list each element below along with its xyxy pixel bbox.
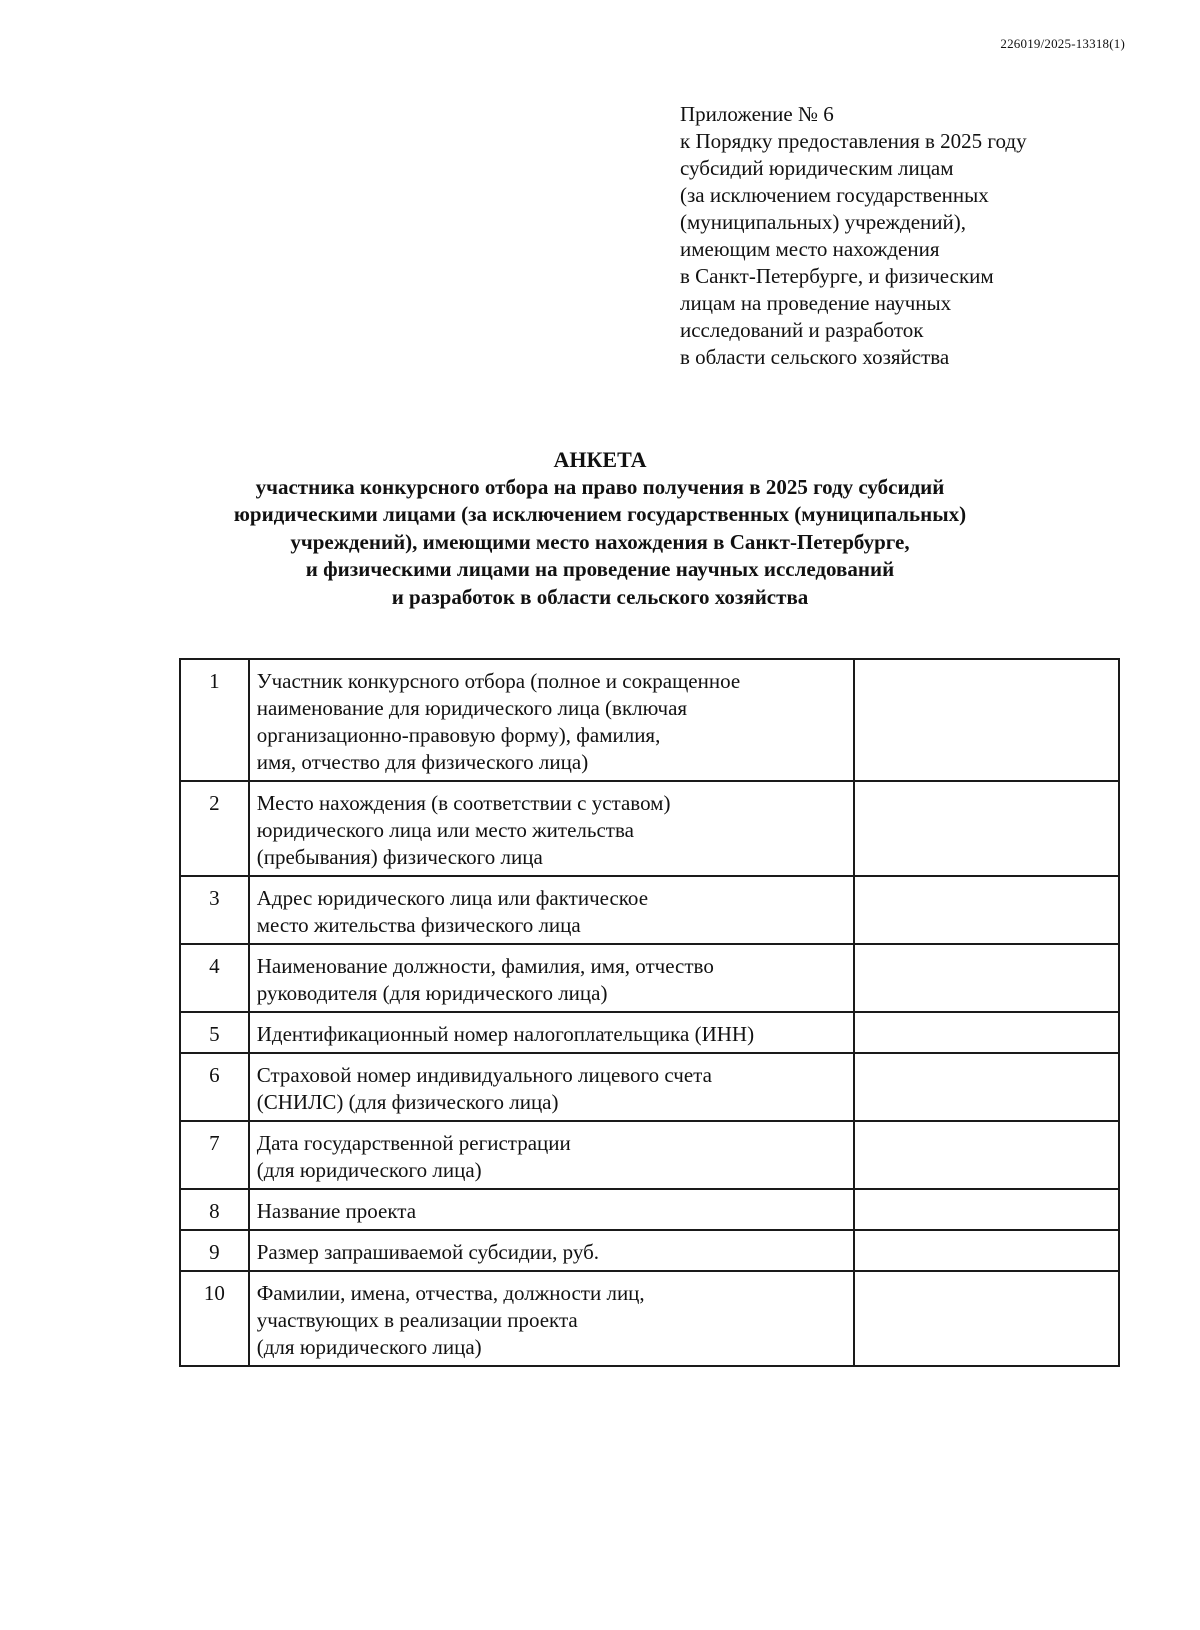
- row-label-line: Место нахождения (в соответствии с уставом): [256, 791, 671, 815]
- row-number: 5: [180, 1012, 249, 1053]
- document-registration-number: 226019/2025-13318(1): [1000, 36, 1125, 51]
- row-label-line: участвующих в реализации проекта: [256, 1308, 578, 1332]
- row-label-line: Размер запрашиваемой субсидии, руб.: [256, 1240, 600, 1264]
- table-row: [180, 1012, 1119, 1053]
- form-subtitle-line: юридическими лицами (за исключением государственных (муниципальных): [233, 502, 967, 526]
- row-label-line: Участник конкурсного отбора (полное и сокращенное: [256, 669, 741, 693]
- row-label-line: Название проекта: [256, 1199, 417, 1223]
- row-number: 4: [180, 944, 249, 1012]
- table-row: [180, 1053, 1119, 1121]
- row-label: [249, 659, 854, 781]
- form-subtitle-line: учреждений), имеющими место нахождения в Санкт-Петербурге,: [290, 529, 910, 554]
- row-number: 10: [180, 1271, 249, 1366]
- table-row: [180, 1271, 1119, 1366]
- row-number: 9: [180, 1230, 249, 1271]
- table-row: [180, 1230, 1119, 1271]
- row-value-cell[interactable]: [854, 781, 1119, 876]
- row-label-line: место жительства физического лица: [256, 913, 581, 937]
- row-value-cell[interactable]: [854, 659, 1119, 781]
- row-label-line: Адрес юридического лица или фактическое: [256, 886, 649, 910]
- table-row: [180, 876, 1119, 944]
- table-row: [180, 1189, 1119, 1230]
- appendix-line: (за исключением государственных: [680, 183, 989, 207]
- appendix-line: исследований и разработок: [680, 318, 924, 342]
- row-label-line: (для юридического лица): [256, 1158, 482, 1182]
- table-row: [180, 659, 1119, 781]
- appendix-line: субсидий юридическим лицам: [680, 156, 954, 180]
- questionnaire-table: [179, 658, 1120, 1367]
- row-label-line: руководителя (для юридического лица): [256, 981, 608, 1005]
- appendix-line: к Порядку предоставления в 2025 году: [680, 129, 1027, 153]
- row-label: [249, 876, 854, 944]
- form-subtitle-line: участника конкурсного отбора на право получения в 2025 году субсидий: [255, 474, 945, 499]
- row-value-cell[interactable]: [854, 1012, 1119, 1053]
- appendix-line: в Санкт-Петербурге, и физическим: [680, 264, 994, 288]
- appendix-line: Приложение № 6: [680, 102, 834, 126]
- row-label-line: наименование для юридического лица (включая: [256, 696, 688, 720]
- row-number: 1: [180, 659, 249, 781]
- row-label-line: юридического лица или место жительства: [256, 818, 634, 842]
- table-row: [180, 781, 1119, 876]
- table-row: [180, 1121, 1119, 1189]
- row-label-line: имя, отчество для физического лица): [256, 750, 589, 774]
- form-subtitle-line: и разработок в области сельского хозяйства: [391, 584, 809, 609]
- row-value-cell[interactable]: [854, 1053, 1119, 1121]
- row-number: 7: [180, 1121, 249, 1189]
- row-value-cell[interactable]: [854, 1189, 1119, 1230]
- form-subtitle-line: и физическими лицами на проведение научных исследований: [305, 557, 895, 581]
- row-label: [249, 1271, 854, 1366]
- row-label-line: организационно-правовую форму), фамилия,: [256, 723, 661, 747]
- row-number: 8: [180, 1189, 249, 1230]
- row-label-line: Дата государственной регистрации: [256, 1131, 571, 1155]
- appendix-line: в области сельского хозяйства: [680, 345, 950, 369]
- appendix-line: имеющим место нахождения: [680, 237, 940, 261]
- appendix-line: лицам на проведение научных: [680, 291, 952, 315]
- row-label: [249, 1012, 854, 1053]
- row-value-cell[interactable]: [854, 1230, 1119, 1271]
- table-row: [180, 944, 1119, 1012]
- row-label-line: Фамилии, имена, отчества, должности лиц,: [256, 1281, 645, 1305]
- row-label: [249, 1121, 854, 1189]
- form-title: [0, 446, 1200, 611]
- row-label: [249, 1189, 854, 1230]
- appendix-note: [680, 101, 1150, 371]
- row-label-line: (для юридического лица): [256, 1335, 482, 1359]
- row-number: 3: [180, 876, 249, 944]
- row-label-line: Наименование должности, фамилия, имя, отчество: [256, 954, 714, 978]
- row-label-line: Идентификационный номер налогоплательщика (ИНН): [256, 1022, 755, 1046]
- row-value-cell[interactable]: [854, 876, 1119, 944]
- appendix-line: (муниципальных) учреждений),: [680, 210, 966, 234]
- row-label: [249, 1230, 854, 1271]
- row-label: [249, 781, 854, 876]
- row-label-line: (СНИЛС) (для физического лица): [256, 1090, 559, 1114]
- row-value-cell[interactable]: [854, 944, 1119, 1012]
- row-value-cell[interactable]: [854, 1271, 1119, 1366]
- row-label: [249, 1053, 854, 1121]
- row-label-line: Страховой номер индивидуального лицевого счета: [256, 1063, 712, 1087]
- row-label: [249, 944, 854, 1012]
- form-heading: АНКЕТА: [553, 447, 647, 472]
- row-number: 6: [180, 1053, 249, 1121]
- row-number: 2: [180, 781, 249, 876]
- row-value-cell[interactable]: [854, 1121, 1119, 1189]
- row-label-line: (пребывания) физического лица: [256, 845, 543, 869]
